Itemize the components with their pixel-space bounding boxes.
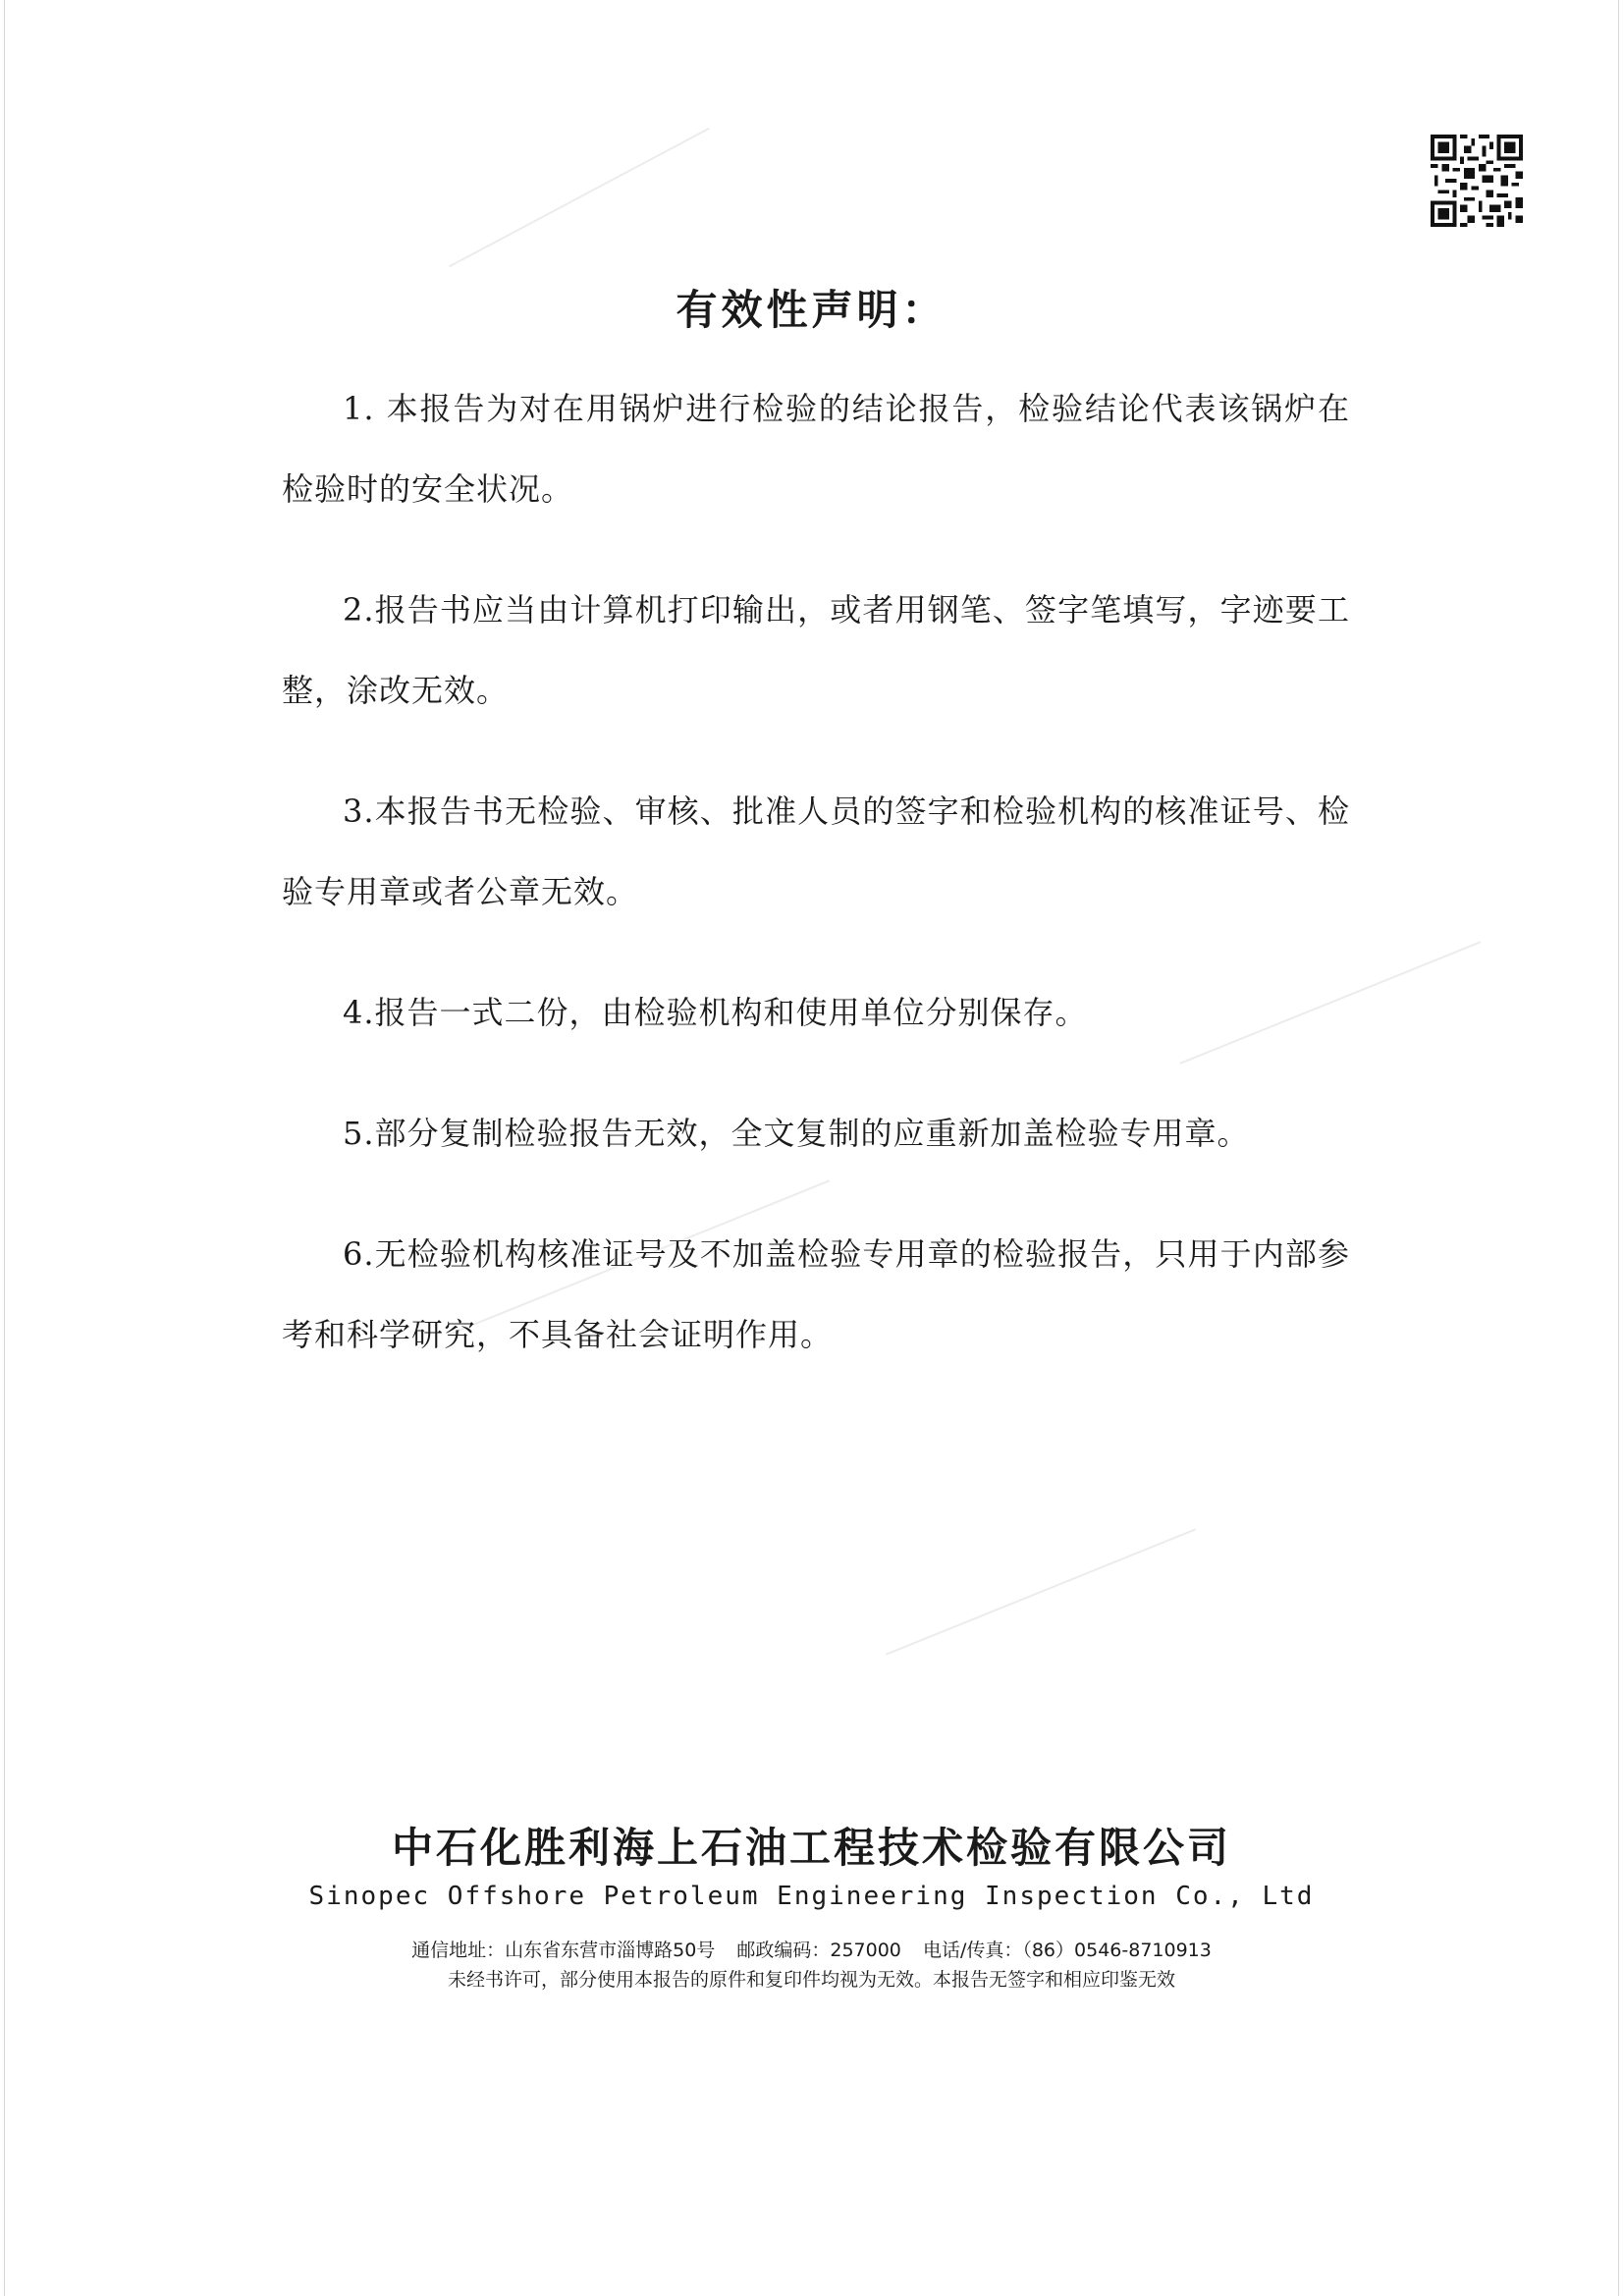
statement-item: 1. 本报告为对在用锅炉进行检验的结论报告，检验结论代表该锅炉在检验时的安全状况。 [282, 390, 1350, 508]
company-name-cn: 中石化胜利海上石油工程技术检验有限公司 [391, 1824, 1231, 1872]
statement-item: 2.报告书应当由计算机打印输出，或者用钢笔、签字笔填写，字迹要工整，涂改无效。 [282, 591, 1350, 709]
qr-code-icon [1431, 135, 1523, 227]
address: 通信地址：山东省东营市淄博路50号 [411, 1940, 716, 1961]
watermark [886, 1528, 1196, 1655]
phone-fax: 电话/传真：（86）0546-8710913 [922, 1940, 1212, 1961]
watermark [449, 128, 710, 268]
statement-item: 6.无检验机构核准证号及不加盖检验专用章的检验报告，只用于内部参考和科学研究，不具备社会证明作用。 [282, 1235, 1350, 1353]
company-footer [0, 1822, 1623, 1995]
statement-item: 5.部分复制检验报告无效，全文复制的应重新加盖检验专用章。 [343, 1115, 1250, 1152]
postcode: 邮政编码：257000 [736, 1940, 901, 1961]
contact-line [0, 1936, 1623, 1965]
statement-item: 4.报告一式二份，由检验机构和使用单位分别保存。 [343, 994, 1088, 1031]
usage-notice: 未经书许可，部分使用本报告的原件和复印件均视为无效。本报告无签字和相应印鉴无效 [447, 1969, 1175, 1991]
statement-list [282, 368, 1350, 1415]
page-title: 有效性声明： [676, 286, 947, 334]
statement-item: 3.本报告书无检验、审核、批准人员的签字和检验机构的核准证号、检验专用章或者公章无效。 [282, 793, 1350, 910]
company-name-en: Sinopec Offshore Petroleum Engineering Inspection Co., Ltd [308, 1882, 1315, 1911]
